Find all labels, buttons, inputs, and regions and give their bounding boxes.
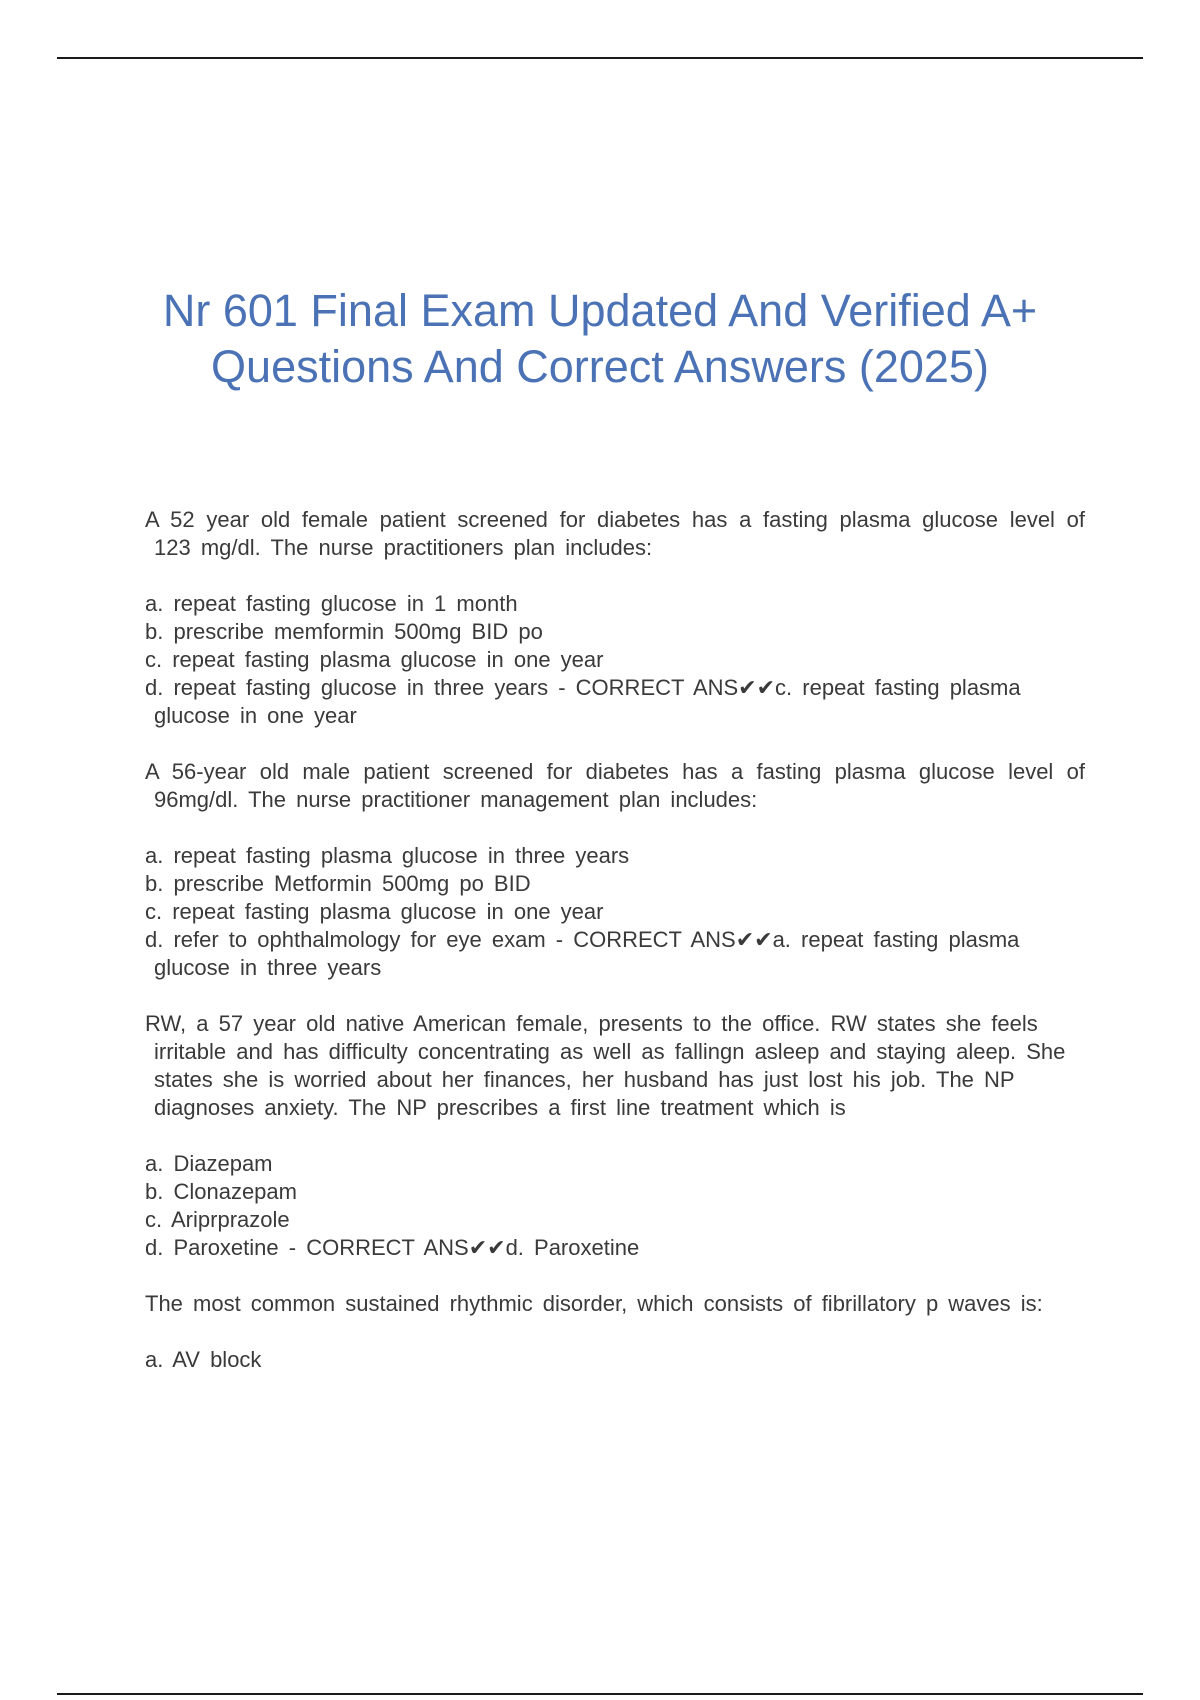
answer-option: c. repeat fasting plasma glucose in one year [145, 899, 604, 924]
answer-option: d. repeat fasting glucose in three years - CORRECT ANS✔✔c. repeat fasting plasma glucose in one year [145, 675, 1021, 728]
question-text: RW, a 57 year old native American female, presents to the office. RW states she feels irritable and has difficulty concentrating as well as fallingn asleep and staying aleep. She states she is worried about her finances, her husband has just lost his job. The NP diagnoses anxiety. The NP prescribes a first line treatment which is [145, 1011, 1066, 1120]
answer-option: d. refer to ophthalmology for eye exam - CORRECT ANS✔✔a. repeat fasting plasma glucose in three years [145, 927, 1020, 980]
answer-option: b. prescribe memformin 500mg BID po [145, 619, 543, 644]
answer-option: c. repeat fasting plasma glucose in one year [145, 647, 604, 672]
answer-option: b. prescribe Metformin 500mg po BID [145, 871, 531, 896]
answer-options [145, 590, 1085, 730]
bottom-rule [57, 1693, 1143, 1695]
answer-options [145, 1346, 1085, 1374]
answer-option: a. repeat fasting glucose in 1 month [145, 591, 518, 616]
title-line-1: Nr 601 Final Exam Updated And Verified A+ [162, 285, 1038, 336]
document-title [100, 283, 1100, 395]
top-rule [57, 57, 1143, 59]
answer-option: b. Clonazepam [145, 1179, 297, 1204]
answer-options [145, 842, 1085, 982]
answer-option: a. Diazepam [145, 1151, 273, 1176]
answer-option: a. AV block [145, 1347, 262, 1372]
question-block [145, 758, 1085, 982]
exam-content [145, 506, 1085, 1402]
question-text: A 56-year old male patient screened for diabetes has a fasting plasma glucose level of 96mg/dl. The nurse practitioner management plan includes: [145, 759, 1085, 812]
question-text: A 52 year old female patient screened for diabetes has a fasting plasma glucose level of 123 mg/dl. The nurse practitioners plan includes: [145, 507, 1085, 560]
question-block [145, 506, 1085, 730]
answer-option: a. repeat fasting plasma glucose in three years [145, 843, 630, 868]
question-block [145, 1290, 1085, 1374]
answer-options [145, 1150, 1085, 1262]
title-line-2: Questions And Correct Answers (2025) [211, 341, 989, 392]
answer-option: d. Paroxetine - CORRECT ANS✔✔d. Paroxetine [145, 1235, 640, 1260]
answer-option: c. Ariprprazole [145, 1207, 290, 1232]
question-block [145, 1010, 1085, 1262]
question-text: The most common sustained rhythmic disorder, which consists of fibrillatory p waves is: [145, 1291, 1043, 1316]
